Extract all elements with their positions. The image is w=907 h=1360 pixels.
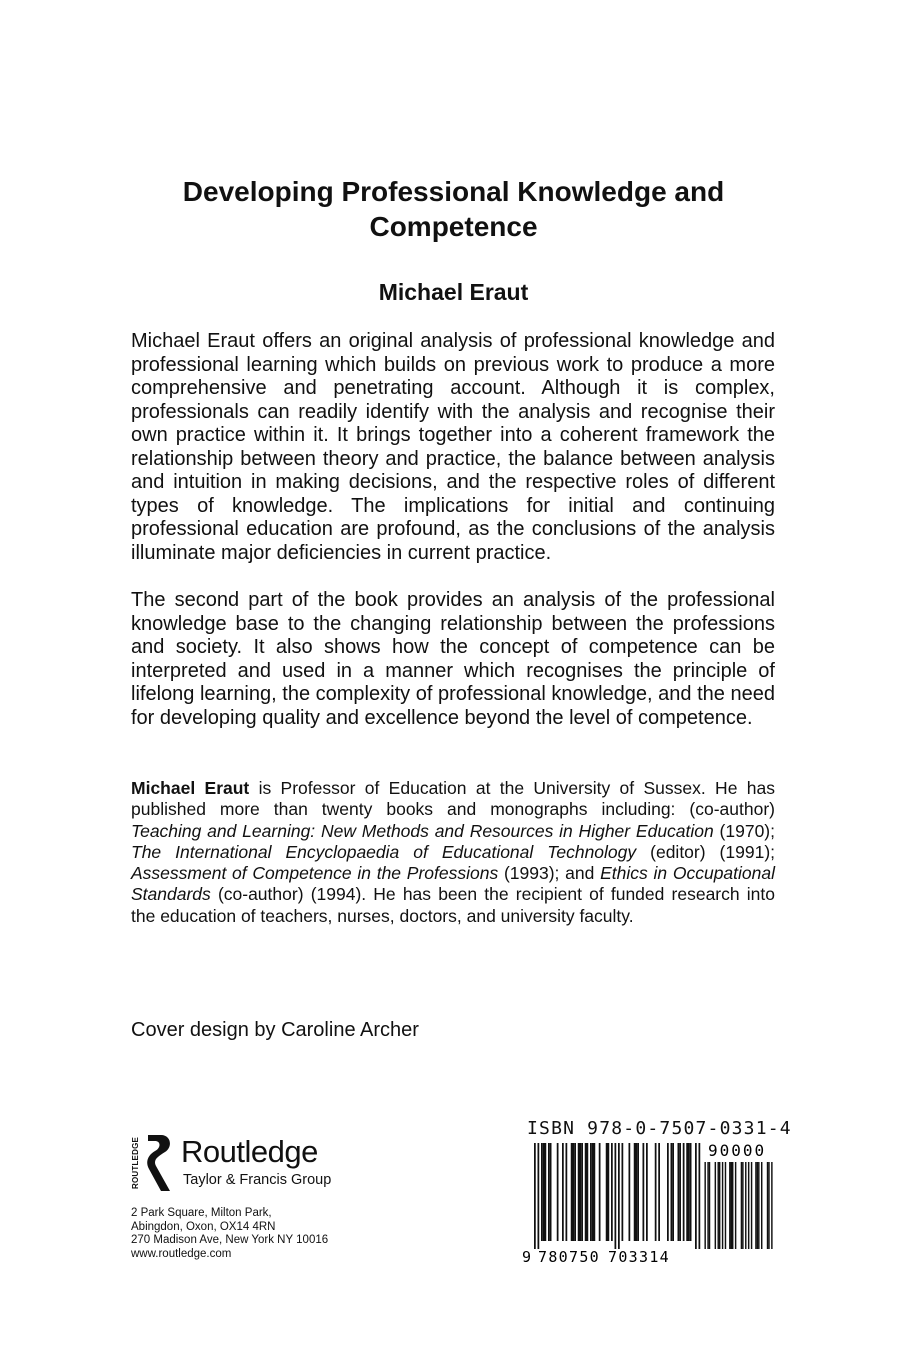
bio-book-title: The International Encyclopaedia of Educational Technology <box>131 841 637 862</box>
barcode-addon-bar <box>758 1162 759 1249</box>
barcode-addon-bar <box>722 1162 723 1249</box>
address-line: Abingdon, Oxon, OX14 4RN <box>131 1220 276 1233</box>
barcode-bar <box>637 1143 639 1241</box>
barcode-addon-bar <box>731 1162 732 1249</box>
isbn-barcode <box>520 1140 780 1265</box>
barcode-addon-bar <box>745 1162 746 1249</box>
barcode-addon-digits: 90000 <box>708 1141 767 1160</box>
author-bio <box>131 778 775 927</box>
barcode-bar <box>699 1143 701 1249</box>
barcode-addon-bar <box>725 1162 726 1249</box>
barcode-bar <box>545 1143 547 1241</box>
barcode-addon-bar <box>732 1162 733 1249</box>
barcode-addon-bar <box>742 1162 743 1249</box>
publisher-website: www.routledge.com <box>131 1247 232 1260</box>
barcode-bar <box>615 1143 617 1249</box>
barcode-bar <box>562 1143 564 1241</box>
routledge-r-icon <box>144 1133 174 1195</box>
barcode-bar <box>550 1143 552 1241</box>
barcode-bar <box>573 1143 575 1241</box>
barcode-addon-bar <box>767 1162 768 1249</box>
barcode-bar <box>608 1143 610 1241</box>
barcode-bar <box>581 1143 583 1241</box>
barcode-addon-bar <box>768 1162 769 1249</box>
barcode-bar <box>683 1143 685 1241</box>
bio-book-title: Assessment of Competence in the Professions <box>131 863 499 884</box>
cover-design-credit: Cover design by Caroline Archer <box>131 1019 419 1041</box>
barcode-addon-bar <box>751 1162 752 1249</box>
publisher-logo <box>129 1133 389 1197</box>
barcode-addon-bar <box>748 1162 749 1249</box>
barcode-bar <box>618 1143 620 1249</box>
barcode-bar <box>574 1143 576 1241</box>
barcode-bar <box>695 1143 697 1249</box>
barcode-addon-bar <box>761 1162 762 1249</box>
barcode-bar <box>646 1143 648 1241</box>
barcode-bar <box>629 1143 631 1241</box>
barcode-bar <box>578 1143 580 1241</box>
barcode-addon-bar <box>704 1162 705 1249</box>
barcode-bar <box>587 1143 589 1241</box>
bio-author-name: Michael Eraut <box>131 778 250 798</box>
publisher-address <box>131 1207 328 1261</box>
book-title: Developing Professional Knowledge and Competence <box>182 176 725 242</box>
description-paragraph-1: Michael Eraut offers an original analysis of professional knowledge and professional learning which builds on previous work to produce a more comprehensive and penetrating account. Although it is complex, professionals can readily identify with the analysis and recognise their own practice within it. It brings together into a coherent framework the relationship between theory and practice, the balance between analysis and intuition in making decisions, and the respective roles of different types of knowledge. The implications for initial and continuing professional education are profound, as the conclusions of the analysis illuminate major deficiencies in current practice. <box>131 330 775 564</box>
barcode-bar <box>636 1143 638 1241</box>
barcode-bar <box>580 1143 582 1241</box>
barcode-addon-bar <box>709 1162 710 1249</box>
barcode-bar <box>571 1143 573 1241</box>
description-paragraph-2: The second part of the book provides an analysis of the professional knowledge base to the changing relationship between the professions and society. It also shows how the concept of competence can be interpreted and used in a manner which recognises the principle of lifelong learning, the complexity of professional knowledge, and the need for developing quality and excellence beyond the level of competence. <box>131 589 775 729</box>
bio-text: (1993); and <box>498 863 601 884</box>
barcode-addon-bar <box>757 1162 758 1249</box>
barcode-addon-bar <box>735 1162 736 1249</box>
barcode-bar <box>672 1143 674 1241</box>
barcode-bar <box>688 1143 690 1241</box>
address-line: 2 Park Square, Milton Park, <box>131 1207 272 1219</box>
barcode-left-digits: 780750 <box>538 1248 600 1265</box>
barcode-bar <box>679 1143 681 1241</box>
barcode-bar <box>548 1143 550 1241</box>
barcode-bar <box>541 1143 543 1241</box>
publisher-name: Routledge <box>181 1134 318 1169</box>
isbn-label: ISBN 978-0-7507-0331-4 <box>527 1118 792 1139</box>
barcode-bar <box>678 1143 680 1241</box>
barcode-bar <box>686 1143 688 1241</box>
barcode-addon-bar <box>715 1162 716 1249</box>
barcode-addon-bar <box>707 1162 708 1249</box>
barcode-addon-bar <box>741 1162 742 1249</box>
barcode-addon-bar <box>719 1162 720 1249</box>
barcode-bar <box>557 1143 559 1241</box>
bio-text: (1970); <box>713 820 775 841</box>
barcode-bar <box>585 1143 587 1241</box>
barcode-bar <box>611 1143 613 1241</box>
bio-text: (editor) (1991); <box>636 841 776 862</box>
barcode-bar <box>599 1143 601 1241</box>
barcode-bar <box>538 1143 540 1249</box>
barcode-addon-bar <box>729 1162 730 1249</box>
bio-book-title: Teaching and Learning: New Methods and Resources in Higher Education <box>131 820 714 841</box>
bio-book-title: Ethics in Occupational Standards <box>131 863 775 905</box>
barcode-bar <box>590 1143 592 1241</box>
logo-vertical-label: ROUTLEDGE <box>131 1136 140 1190</box>
barcode-bar <box>643 1143 645 1241</box>
barcode-bar <box>690 1143 692 1241</box>
publisher-group: Taylor & Francis Group <box>183 1172 332 1188</box>
barcode-bar <box>658 1143 660 1241</box>
address-line: 270 Madison Ave, New York NY 10016 <box>131 1234 329 1246</box>
bio-text: (co-author) (1994). He has been the recipient of funded research into the education of teachers, nurses, doctors, and university faculty. <box>131 884 775 926</box>
barcode-bar <box>634 1143 636 1241</box>
barcode-bar <box>622 1143 624 1241</box>
book-author: Michael Eraut <box>378 279 529 305</box>
barcode-bar <box>543 1143 545 1241</box>
bio-text: is Professor of Education at the University of Sussex. He has published more than twenty books and monographs including: (co-author) <box>131 778 775 820</box>
barcode-bar <box>592 1143 594 1241</box>
barcode-bar <box>655 1143 657 1241</box>
barcode-bar <box>566 1143 568 1241</box>
barcode-first-digit: 9 <box>522 1248 532 1265</box>
barcode-addon-bar <box>718 1162 719 1249</box>
barcode-addon-bar <box>755 1162 756 1249</box>
barcode-bar <box>667 1143 669 1241</box>
barcode-bar <box>606 1143 608 1241</box>
barcode-bar <box>594 1143 596 1241</box>
barcode-bar <box>671 1143 673 1241</box>
barcode-addon-bar <box>771 1162 772 1249</box>
barcode-right-digits: 703314 <box>608 1248 670 1265</box>
barcode-bar <box>534 1143 536 1249</box>
